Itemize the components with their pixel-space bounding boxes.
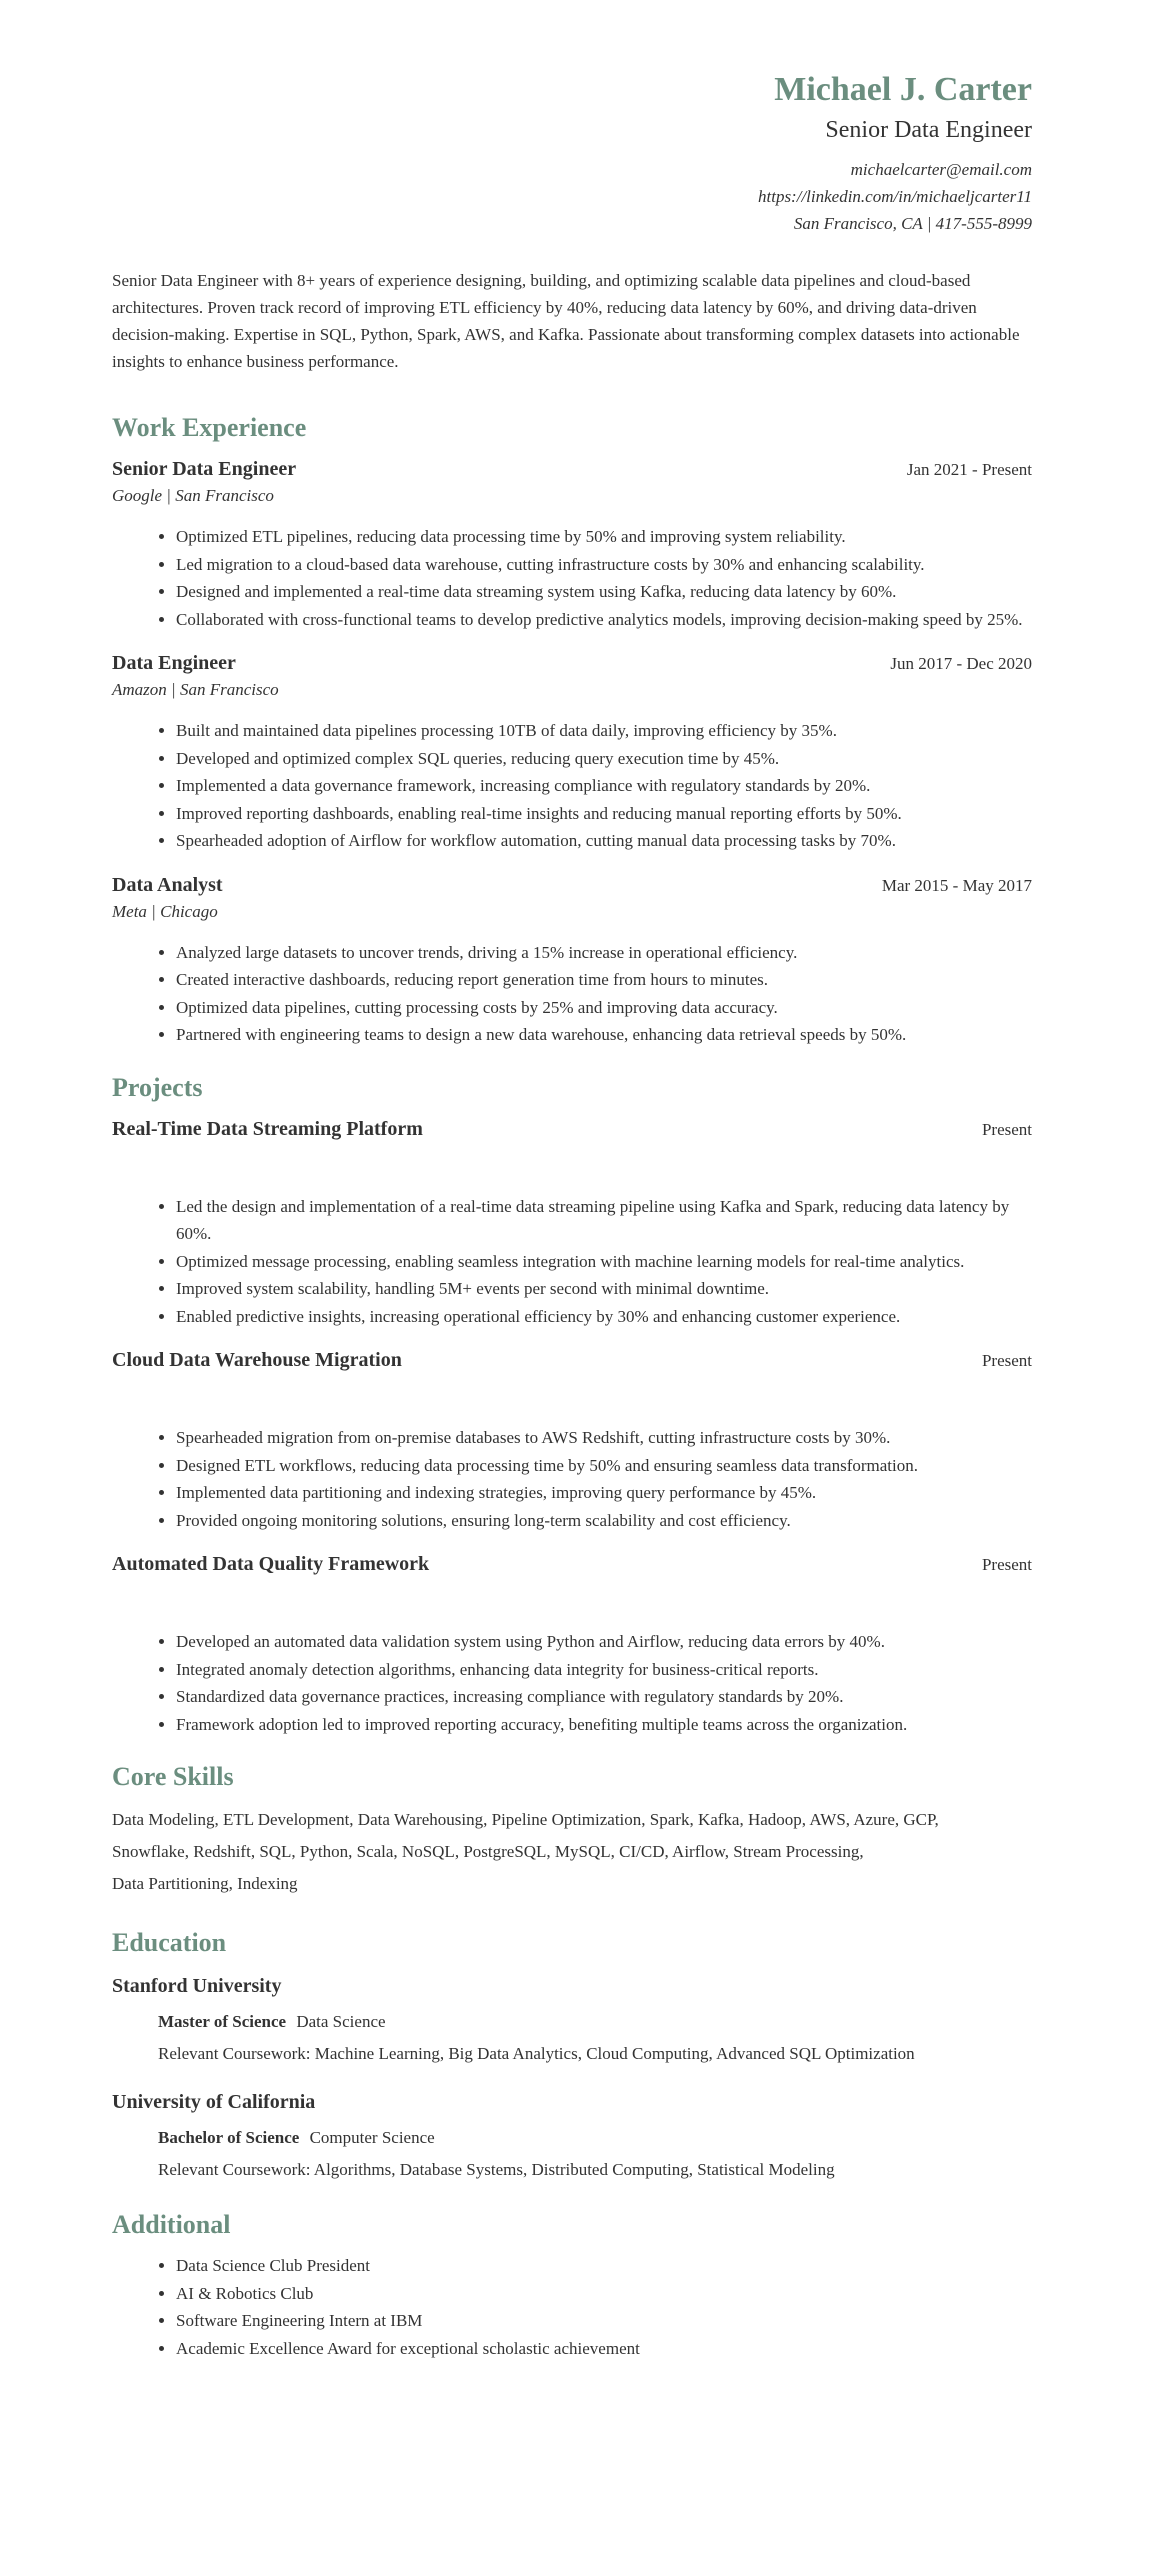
contact-location-phone: San Francisco, CA | 417-555-8999 [793, 214, 1032, 233]
job-bullets [112, 523, 1032, 633]
bullet-item: • Developed an automated data validation system using Python and Airflow, reducing data errors by 40%. [176, 1628, 1032, 1656]
coursework: Relevant Coursework: Algorithms, Database Systems, Distributed Computing, Statistical Modeling [158, 2160, 835, 2179]
project-bullets [112, 1424, 1032, 1534]
bullet-item: • Implemented data partitioning and indexing strategies, improving query performance by 45%. [176, 1479, 1032, 1507]
candidate-name: Michael J. Carter [774, 71, 1032, 108]
degree-field: Computer Science [309, 2128, 435, 2147]
education-entry [112, 2088, 1032, 2186]
project-title: Automated Data Quality Framework [112, 1553, 430, 1575]
bullet-item: • Built and maintained data pipelines processing 10TB of data daily, improving efficiency by 35%. [176, 717, 1032, 745]
project-dates: Present [981, 1119, 1032, 1139]
degree-field: Data Science [296, 2012, 386, 2031]
job-dates: Jan 2021 - Present [906, 460, 1032, 479]
bullet-item: • Led migration to a cloud-based data warehouse, cutting infrastructure costs by 30% and enhancing scalability. [176, 551, 1032, 579]
bullet-item: • Improved system scalability, handling 5M+ events per second with minimal downtime. [176, 1275, 1032, 1303]
project-title: Real-Time Data Streaming Platform [112, 1117, 423, 1140]
job-company: Meta | Chicago [112, 901, 218, 921]
job-title: Senior Data Engineer [112, 458, 297, 480]
bullet-item: • Optimized message processing, enabling seamless integration with machine learning models for real-time analytics. [176, 1248, 1032, 1276]
degree-name: Master of Science [158, 2012, 287, 2031]
job-entry [112, 871, 1032, 1049]
degree-name: Bachelor of Science [158, 2128, 300, 2147]
job-bullets [112, 717, 1032, 855]
job-entry [112, 455, 1032, 633]
skills-line: Data Partitioning, Indexing [112, 1874, 298, 1893]
bullet-item: • Optimized ETL pipelines, reducing data processing time by 50% and improving system reliability. [176, 523, 1032, 551]
candidate-title: Senior Data Engineer [825, 117, 1032, 143]
contact-linkedin[interactable]: https://linkedin.com/in/michaeljcarter11 [758, 187, 1032, 206]
section-heading-education: Education [112, 1928, 227, 1957]
bullet-item: • Implemented a data governance framework, increasing compliance with regulatory standards by 20%. [176, 772, 1032, 800]
additional-item: • Academic Excellence Award for exceptional scholastic achievement [176, 2335, 1032, 2363]
skills-list [112, 1804, 1032, 1900]
bullet-item: • Optimized data pipelines, cutting processing costs by 25% and improving data accuracy. [176, 994, 1032, 1022]
job-title: Data Engineer [112, 652, 236, 674]
contact-email[interactable]: michaelcarter@email.com [850, 160, 1032, 179]
bullet-item: • Framework adoption led to improved reporting accuracy, benefiting multiple teams across the organization. [176, 1711, 1032, 1739]
bullet-item: • Led the design and implementation of a real-time data streaming pipeline using Kafka and Spark, reducing data latency by 60%. [176, 1193, 1032, 1248]
bullet-item: • Improved reporting dashboards, enabling real-time insights and reducing manual reporting efforts by 50%. [176, 800, 1032, 828]
job-entry [112, 649, 1032, 855]
bullet-item: • Created interactive dashboards, reducing report generation time from hours to minutes. [176, 966, 1032, 994]
degree-line [112, 2006, 1032, 2038]
resume-header [112, 68, 1032, 237]
additional-item: • Data Science Club President [176, 2252, 1032, 2280]
project-dates: Present [981, 1555, 1032, 1574]
school-name: University of California [112, 2091, 316, 2113]
project-entry [112, 1550, 1032, 1738]
bullet-item: • Enabled predictive insights, increasing operational efficiency by 30% and enhancing customer experience. [176, 1303, 1032, 1331]
bullet-item: • Designed ETL workflows, reducing data processing time by 50% and ensuring seamless data transformation. [176, 1452, 1032, 1480]
additional-item: • Software Engineering Intern at IBM [176, 2307, 1032, 2335]
project-title: Cloud Data Warehouse Migration [112, 1349, 402, 1371]
section-heading-additional: Additional [112, 2210, 231, 2239]
summary-paragraph: Senior Data Engineer with 8+ years of experience designing, building, and optimizing scalable data pipelines and cloud-based architectures. Proven track record of improving ETL efficiency by 40%, reducing data latency by 60%, and driving data-driven decision-making. Expertise in SQL, Python, Spark, AWS, and Kafka. Passionate about transforming complex datasets into actionable insights to enhance business performance. [112, 271, 1020, 371]
school-name: Stanford University [112, 1975, 282, 1997]
bullet-item: • Analyzed large datasets to uncover trends, driving a 15% increase in operational efficiency. [176, 939, 1032, 967]
project-bullets [112, 1628, 1032, 1738]
job-company: Amazon | San Francisco [112, 680, 279, 699]
coursework: Relevant Coursework: Machine Learning, Big Data Analytics, Cloud Computing, Advanced SQL Optimization [158, 2044, 915, 2063]
project-dates: Present [981, 1351, 1032, 1370]
project-bullets [112, 1193, 1032, 1331]
job-dates: Jun 2017 - Dec 2020 [890, 654, 1032, 673]
bullet-item: • Designed and implemented a real-time data streaming system using Kafka, reducing data latency by 60%. [176, 578, 1032, 606]
project-entry [112, 1115, 1032, 1331]
bullet-item: • Spearheaded adoption of Airflow for workflow automation, cutting manual data processing tasks by 70%. [176, 827, 1032, 855]
bullet-item: • Provided ongoing monitoring solutions, ensuring long-term scalability and cost efficiency. [176, 1507, 1032, 1535]
job-bullets [112, 939, 1032, 1049]
additional-item: • AI & Robotics Club [176, 2280, 1032, 2308]
bullet-item: • Standardized data governance practices, increasing compliance with regulatory standards by 20%. [176, 1683, 1032, 1711]
degree-line [112, 2122, 1032, 2154]
job-title: Data Analyst [112, 873, 223, 896]
section-heading-skills: Core Skills [112, 1762, 234, 1791]
section-heading-work: Work Experience [112, 413, 307, 442]
bullet-item: • Partnered with engineering teams to design a new data warehouse, enhancing data retrieval speeds by 50%. [176, 1021, 1032, 1049]
skills-line: Data Modeling, ETL Development, Data Warehousing, Pipeline Optimization, Spark, Kafka, Hadoop, AWS, Azure, GCP, [112, 1810, 939, 1829]
project-entry [112, 1346, 1032, 1534]
bullet-item: • Developed and optimized complex SQL queries, reducing query execution time by 45%. [176, 745, 1032, 773]
bullet-item: • Collaborated with cross-functional teams to develop predictive analytics models, improving decision-making speed by 25%. [176, 606, 1032, 634]
job-company: Google | San Francisco [112, 486, 274, 505]
job-dates: Mar 2015 - May 2017 [881, 875, 1032, 895]
education-entry [112, 1972, 1032, 2070]
section-heading-projects: Projects [112, 1072, 203, 1102]
skills-line: Snowflake, Redshift, SQL, Python, Scala, NoSQL, PostgreSQL, MySQL, CI/CD, Airflow, Stream Processing, [112, 1842, 864, 1861]
bullet-item: • Integrated anomaly detection algorithms, enhancing data integrity for business-critical reports. [176, 1656, 1032, 1684]
additional-list [112, 2252, 1032, 2362]
bullet-item: • Spearheaded migration from on-premise databases to AWS Redshift, cutting infrastructure costs by 30%. [176, 1424, 1032, 1452]
